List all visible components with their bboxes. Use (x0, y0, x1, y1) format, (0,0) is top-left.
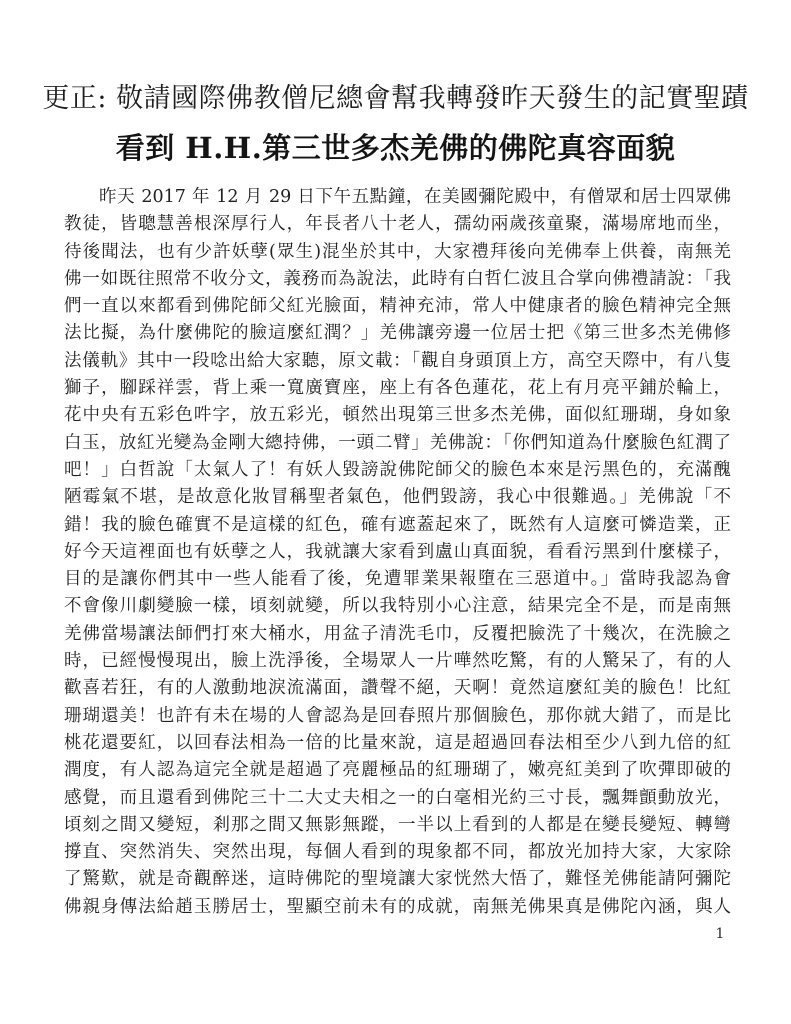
body-text (64, 184, 731, 921)
body-line: 桃花還要紅，以回春法相為一倍的比量來說，這是超過回春法相至少八到九倍的紅 (64, 732, 731, 753)
body-line: 感覺，而且還看到佛陀三十二大丈夫相之一的白毫相光約三寸長，飄舞顫動放光， (64, 787, 731, 808)
body-line: 法儀軌》其中一段唸出給大家聽，原文載：「觀自身頭頂上方，高空天際中，有八隻 (64, 350, 731, 371)
body-line: 歡喜若狂，有的人激動地淚流滿面，讚聲不絕，天啊！竟然這麼紅美的臉色！比紅 (64, 678, 731, 699)
body-line: 了驚歎，就是奇觀醉迷，這時佛陀的聖境讓大家恍然大悟了，難怪羌佛能請阿彌陀 (64, 869, 731, 890)
body-line: 花中央有五彩色吽字，放五彩光，頓然出現第三世多杰羌佛，面似紅珊瑚，身如象 (64, 405, 731, 426)
body-line: 潤度，有人認為這完全就是超過了亮麗極品的紅珊瑚了，嫩亮紅美到了吹彈即破的 (64, 760, 731, 781)
body-line: 目的是讓你們其中一些人能看了後，免遭罪業果報墮在三惡道中。」當時我認為會 (64, 569, 731, 590)
body-line: 時，已經慢慢現出，臉上洗淨後，全場眾人一片嘩然吃驚，有的人驚呆了，有的人 (64, 651, 731, 672)
body-line: 頃刻之間又變短，剎那之間又無影無蹤，一半以上看到的人都是在變長變短、轉彎 (64, 814, 731, 835)
body-line: 錯！我的臉色確實不是這樣的紅色，確有遮蓋起來了，既然有人這麼可憐造業，正 (64, 514, 731, 535)
body-line: 好今天這裡面也有妖孽之人，我就讓大家看到盧山真面貌，看看污黑到什麼樣子， (64, 541, 731, 562)
body-line: 吧！」白哲說「太氣人了！有妖人毀謗說佛陀師父的臉色本來是污黑色的，充滿醜 (64, 459, 731, 480)
page-number: 1 (715, 926, 725, 942)
body-line: 待後聞法，也有少許妖孽(眾生)混坐於其中，大家禮拜後向羌佛奉上供養，南無羌 (64, 241, 731, 262)
body-line: 白玉，放紅光變為金剛大總持佛，一頭二臂」羌佛說：「你們知道為什麼臉色紅潤了 (64, 432, 731, 453)
correction-heading: 更正: 敬請國際佛教僧尼總會幫我轉發昨天發生的記實聖蹟 (42, 83, 749, 114)
body-line: 昨天 2017 年 12 月 29 日下午五點鐘，在美國彌陀殿中，有僧眾和居士四眾佛 (99, 187, 731, 207)
body-line: 佛親身傳法給趙玉勝居士，聖顯空前未有的成就，南無羌佛果真是佛陀內涵，與人 (64, 896, 731, 917)
body-line: 撐直、突然消失、突然出現，每個人看到的現象都不同，都放光加持大家，大家除 (64, 842, 731, 863)
body-line: 們一直以來都看到佛陀師父紅光臉面，精神充沛，常人中健康者的臉色精神完全無 (64, 296, 731, 317)
body-line: 法比擬，為什麼佛陀的臉這麼紅潤？」羌佛讓旁邊一位居士把《第三世多杰羌佛修 (64, 323, 731, 344)
body-line: 教徒，皆聰慧善根深厚行人，年長者八十老人，孺幼兩歲孩童聚，滿場席地而坐， (64, 214, 731, 235)
body-line: 陋霉氣不堪，是故意化妝冒稱聖者氣色，他們毀謗，我心中很難過。」羌佛說「不 (64, 487, 731, 508)
body-line: 不會像川劇變臉一樣，頃刻就變，所以我特別小心注意，結果完全不是，而是南無 (64, 596, 731, 617)
document-title: 看到 H.H.第三世多杰羌佛的佛陀真容面貌 (115, 131, 676, 165)
body-line: 獅子，腳踩祥雲，背上乘一寬廣寶座，座上有各色蓮花，花上有月亮平鋪於輪上， (64, 378, 731, 399)
body-line: 珊瑚還美！也許有未在場的人會認為是回春照片那個臉色，那你就大錯了，而是比 (64, 705, 731, 726)
body-line: 佛一如既往照常不收分文，義務而為說法，此時有白哲仁波且合掌向佛禮請說：「我 (64, 268, 731, 289)
body-line: 羌佛當場讓法師們打來大桶水，用盆子清洗毛巾，反覆把臉洗了十幾次，在洗臉之 (64, 623, 731, 644)
